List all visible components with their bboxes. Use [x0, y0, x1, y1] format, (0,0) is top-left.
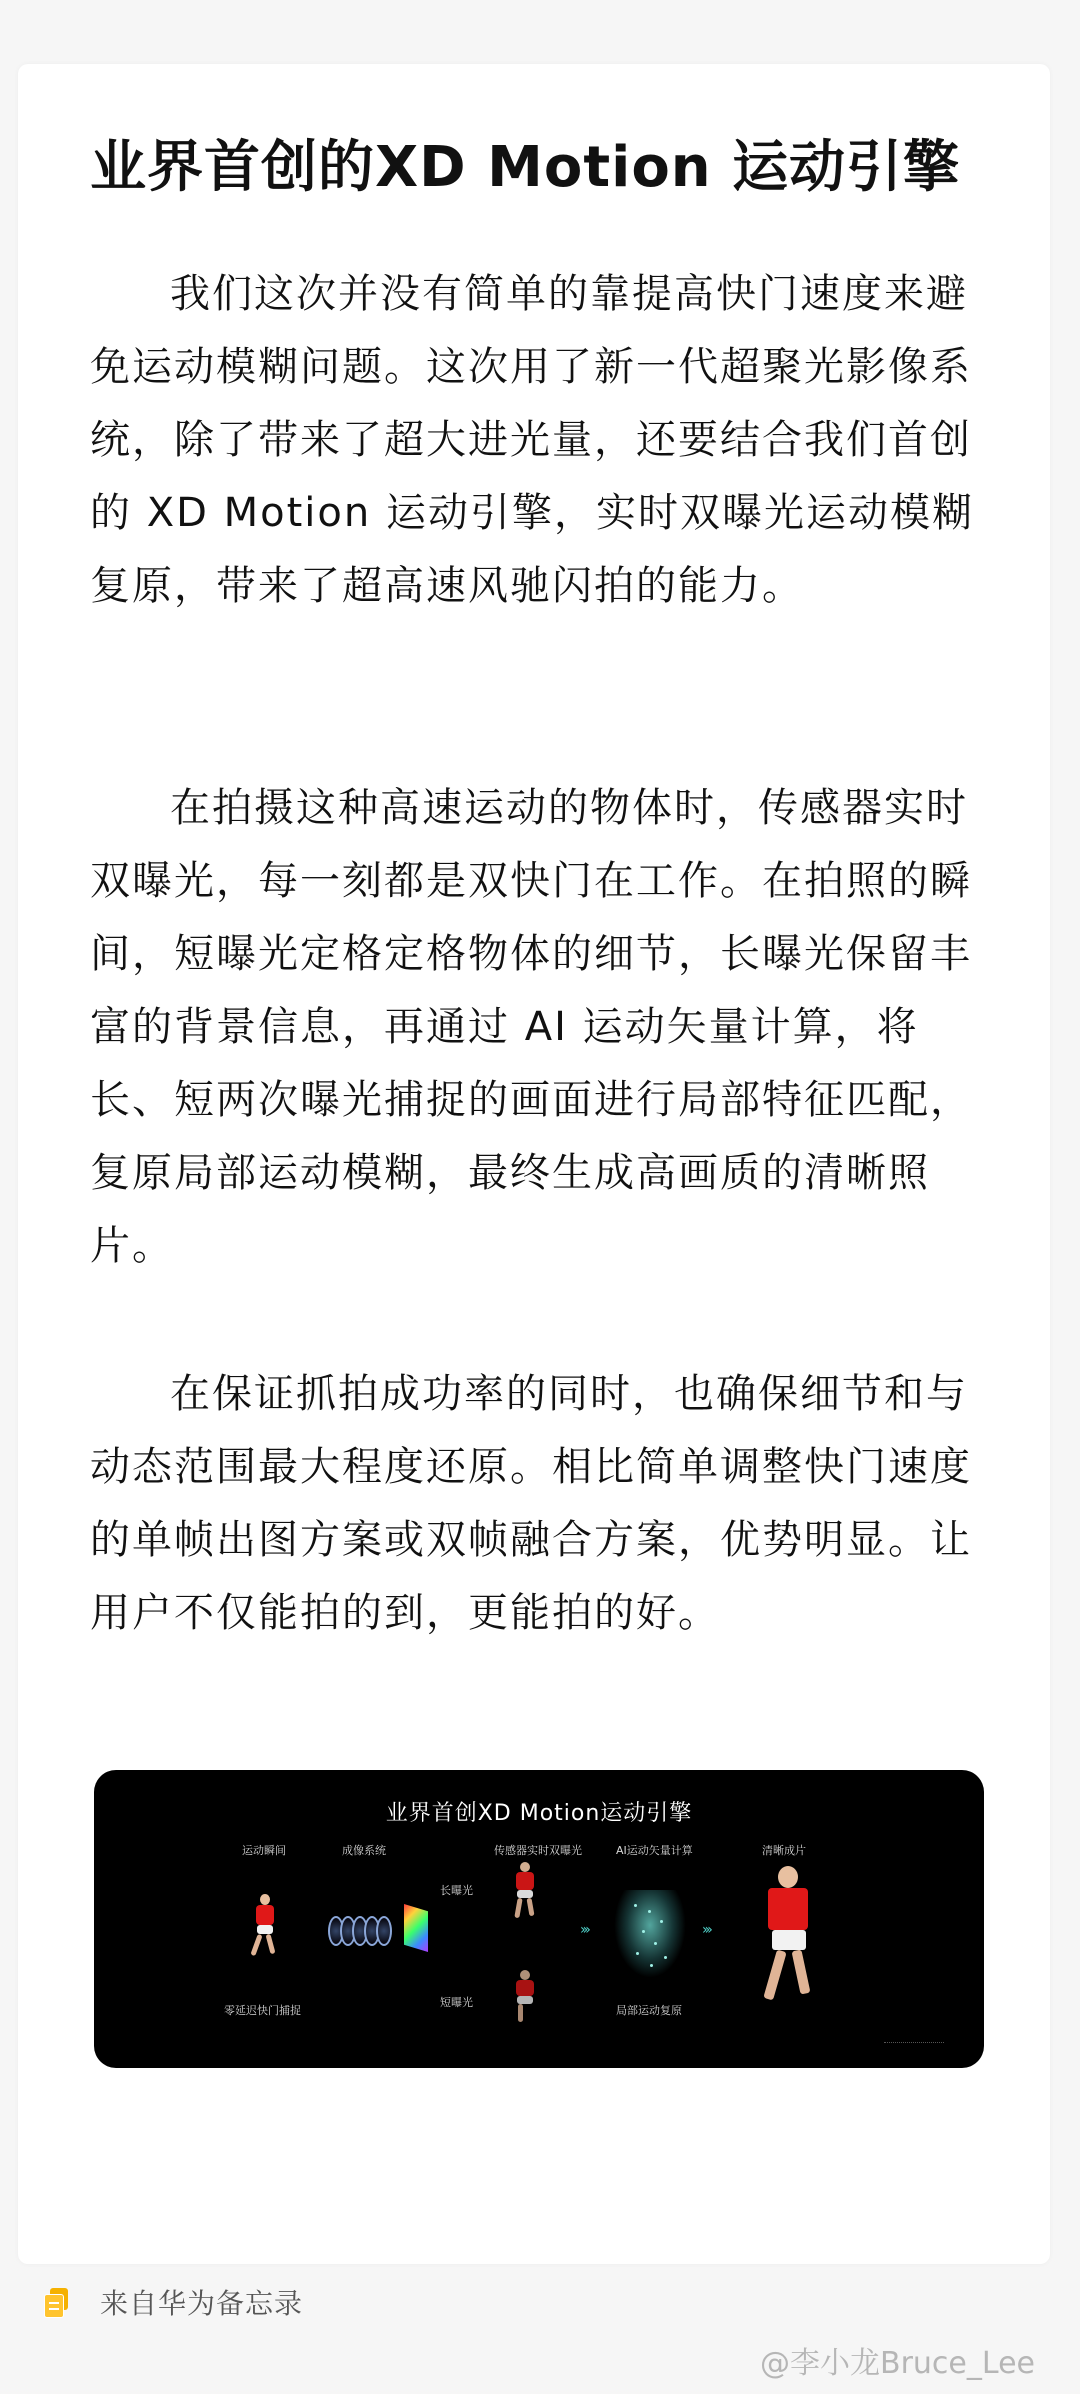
label-long-exposure: 长曝光: [440, 1884, 473, 1897]
vector-field-image: [614, 1890, 686, 1978]
watermark: @李小龙Bruce_Lee: [760, 2346, 1035, 2381]
chevron-right-icon: ›››: [580, 1922, 588, 1938]
figure-title: 业界首创XD Motion运动引擎: [385, 1801, 693, 1826]
memo-app-icon: [44, 2288, 70, 2316]
label-short-exposure: 短曝光: [440, 1996, 473, 2009]
lens-icon: [328, 1914, 398, 1946]
athlete-clear-photo-image: [748, 1866, 838, 2036]
label-sensor: 传感器实时双曝光: [494, 1844, 582, 1857]
athlete-short-exposure-image: [506, 1970, 546, 2040]
athlete-long-exposure-image: [506, 1862, 546, 1932]
note-paragraph-2: 在拍摄这种高速运动的物体时，传感器实时双曝光，每一刻都是双快门在工作。在拍照的瞬间，短曝光定格定格物体的细节，长曝光保留丰富的背景信息，再通过 AI 运动矢量计算，将长、短两次曝光捕捉的画面进行局部特征匹配，复原局部运动模糊，最终生成高画质的清晰照片。: [90, 785, 972, 1269]
xd-motion-diagram-image[interactable]: [94, 1770, 984, 2068]
label-imaging: 成像系统: [342, 1844, 386, 1857]
label-local-restore: 局部运动复原: [616, 2004, 682, 2017]
prism-icon: [404, 1904, 428, 1952]
source-label: 来自华为备忘录: [100, 2287, 304, 2320]
athlete-moment-image: [246, 1894, 286, 1974]
label-zero-lag: 零延迟快门捕捉: [224, 2004, 301, 2017]
label-clear-photo: 清晰成片: [762, 1844, 806, 1857]
note-paragraph-1: 我们这次并没有简单的靠提高快门速度来避免运动模糊问题。这次用了新一代超聚光影像系统，除了带来了超大进光量，还要结合我们首创的 XD Motion 运动引擎，实时双曝光运动模糊复原，带来了超高速风驰闪拍的能力。: [90, 271, 974, 609]
chevron-right-icon: ›››: [702, 1922, 710, 1938]
note-title: 业界首创的XD Motion 运动引擎: [90, 135, 961, 200]
label-ai-vector: AI运动矢量计算: [616, 1844, 693, 1857]
note-paragraph-3: 在保证抓拍成功率的同时，也确保细节和与动态范围最大程度还原。相比简单调整快门速度的单帧出图方案或双帧融合方案，优势明显。让用户不仅能拍的到，更能拍的好。: [90, 1371, 972, 1636]
label-moment: 运动瞬间: [242, 1844, 286, 1857]
figure-divider: [884, 2042, 944, 2045]
